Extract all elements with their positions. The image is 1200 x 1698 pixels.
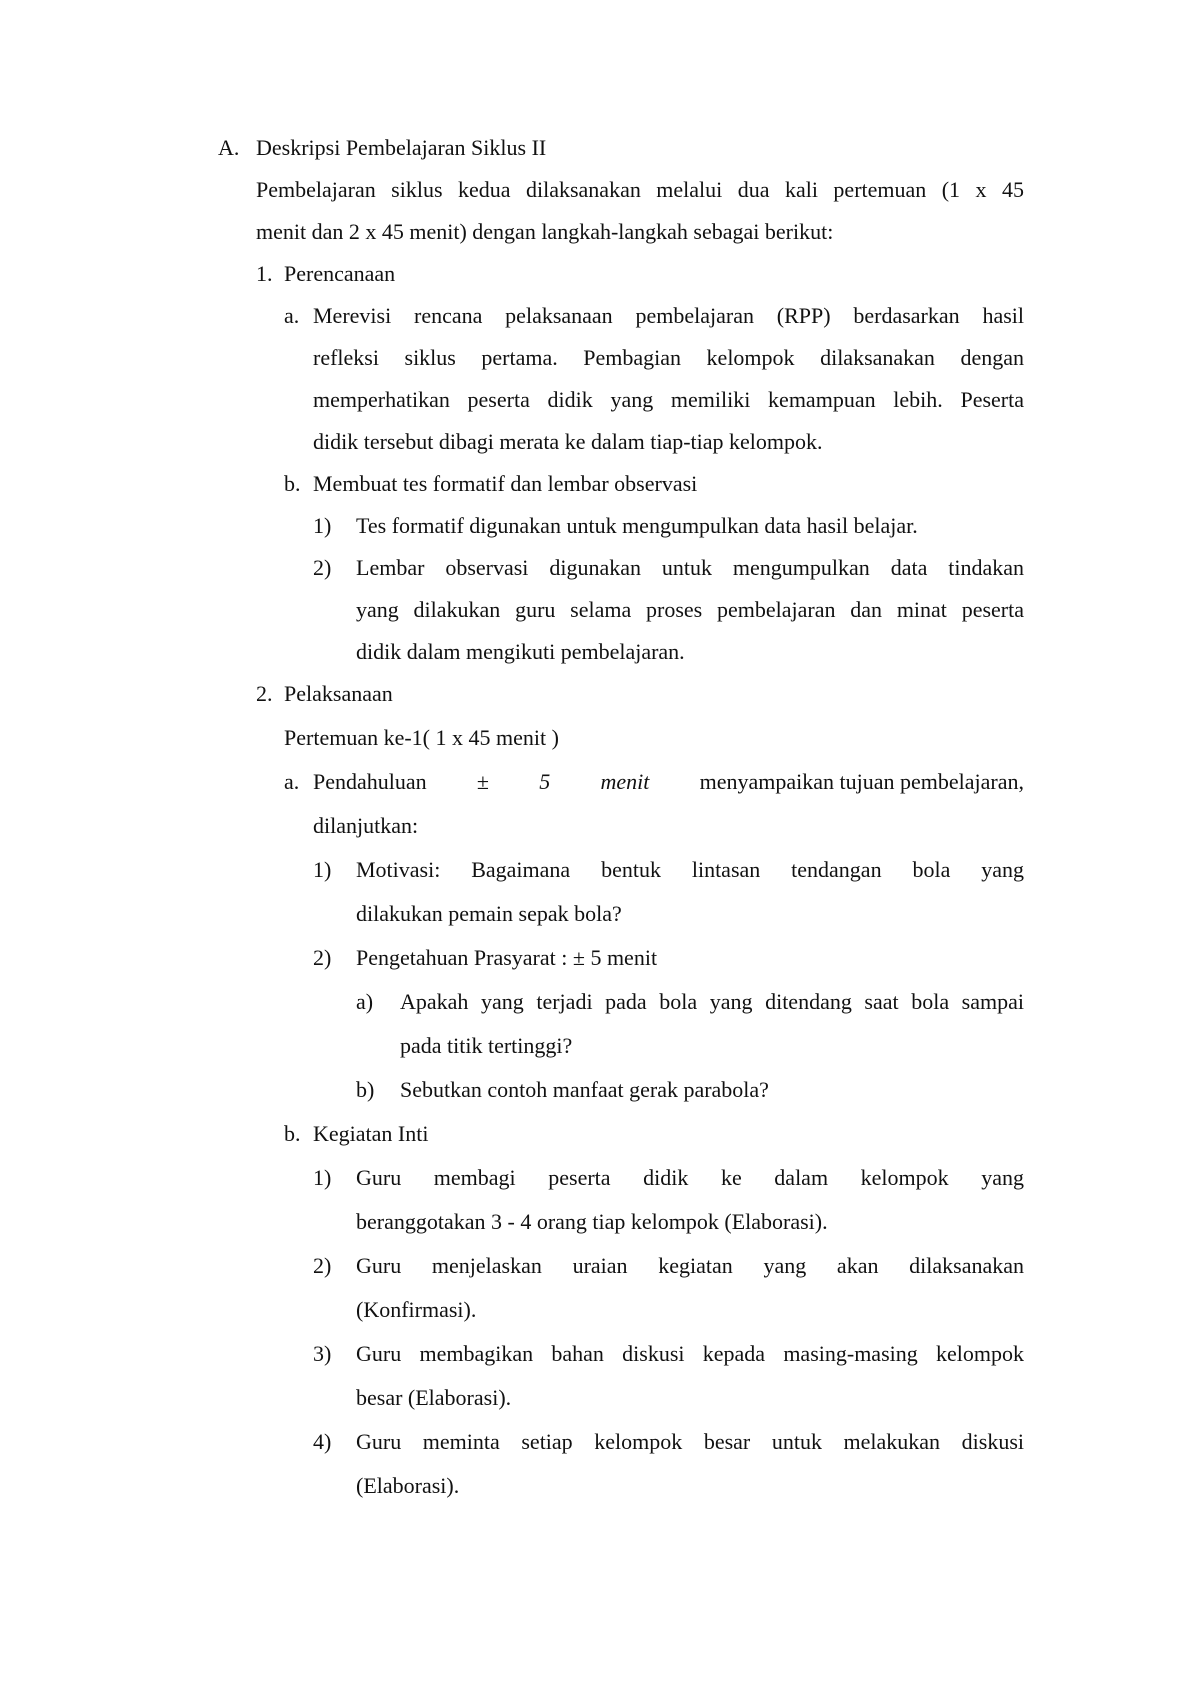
list-number: 2): [313, 945, 332, 970]
list-item: Tes formatif digunakan untuk mengumpulkan data hasil belajar.: [356, 513, 918, 538]
paragraph-line: didik tersebut dibagi merata ke dalam tiap-tiap kelompok.: [313, 429, 823, 454]
plus-minus: ±: [476, 769, 489, 794]
list-number: 2.: [256, 681, 273, 706]
sub-item: Sebutkan contoh manfaat gerak parabola?: [400, 1077, 769, 1102]
list-item: Lembar observasi digunakan untuk mengumpulkan data tindakan: [356, 555, 1024, 580]
paragraph-line: Merevisi rencana pelaksanaan pembelajaran (RPP) berdasarkan hasil: [313, 303, 1024, 328]
paragraph-line: refleksi siklus pertama. Pembagian kelompok dilaksanakan dengan: [313, 345, 1024, 370]
list-item: Guru menjelaskan uraian kegiatan yang akan dilaksanakan: [356, 1253, 1024, 1278]
list-number: 1.: [256, 261, 273, 286]
list-item: dilakukan pemain sepak bola?: [356, 901, 622, 926]
list-letter: b.: [284, 1121, 301, 1146]
list-item: Pengetahuan Prasyarat : ± 5 menit: [356, 945, 658, 970]
section-title: Deskripsi Pembelajaran Siklus II: [256, 135, 547, 160]
list-number: 1): [313, 857, 332, 882]
item-title: Kegiatan Inti: [313, 1121, 429, 1146]
sub-letter: a): [356, 989, 374, 1014]
list-item: Guru membagikan bahan diskusi kepada masing-masing kelompok: [356, 1341, 1024, 1366]
list-letter: b.: [284, 471, 301, 496]
list-item: besar (Elaborasi).: [356, 1385, 512, 1410]
list-number: 2): [313, 555, 332, 580]
sub-letter: b): [356, 1077, 375, 1102]
sub-item: Apakah yang terjadi pada bola yang ditendang saat bola sampai: [400, 989, 1024, 1014]
list-item: Motivasi: Bagaimana bentuk lintasan tendangan bola yang: [356, 857, 1024, 882]
item-title: Membuat tes formatif dan lembar observasi: [313, 471, 698, 496]
intro-line: Pembelajaran siklus kedua dilaksanakan melalui dua kali pertemuan (1 x 45: [256, 177, 1024, 202]
pendahuluan-line: [313, 768, 1024, 796]
list-number: 1): [313, 513, 332, 538]
list-number: 1): [313, 1165, 332, 1190]
heading-perencanaan: Perencanaan: [284, 261, 396, 286]
menit: menit: [600, 769, 650, 794]
paragraph-line: memperhatikan peserta didik yang memiliki kemampuan lebih. Peserta: [313, 387, 1024, 412]
list-number: 2): [313, 1253, 332, 1278]
list-item: (Elaborasi).: [356, 1473, 460, 1498]
paragraph-line: dilanjutkan:: [313, 813, 419, 838]
list-number: 3): [313, 1341, 332, 1366]
five: 5: [539, 769, 551, 794]
pertemuan-label: Pertemuan ke-1( 1 x 45 menit ): [284, 725, 559, 750]
section-label: A.: [218, 135, 240, 160]
sub-item: pada titik tertinggi?: [400, 1033, 573, 1058]
list-item: yang dilakukan guru selama proses pembelajaran dan minat peserta: [356, 597, 1024, 622]
list-letter: a.: [284, 769, 300, 794]
list-letter: a.: [284, 303, 300, 328]
list-item: beranggotakan 3 - 4 orang tiap kelompok (Elaborasi).: [356, 1209, 828, 1234]
list-item: didik dalam mengikuti pembelajaran.: [356, 639, 685, 664]
list-item: Guru membagi peserta didik ke dalam kelompok yang: [356, 1165, 1024, 1190]
list-item: Guru meminta setiap kelompok besar untuk melakukan diskusi: [356, 1429, 1024, 1454]
list-number: 4): [313, 1429, 332, 1454]
pendahuluan-rest: menyampaikan tujuan pembelajaran,: [699, 769, 1024, 794]
heading-pelaksanaan: Pelaksanaan: [284, 681, 393, 706]
intro-line: menit dan 2 x 45 menit) dengan langkah-langkah sebagai berikut:: [256, 219, 834, 244]
pendahuluan-word: Pendahuluan: [313, 769, 427, 794]
list-item: (Konfirmasi).: [356, 1297, 477, 1322]
